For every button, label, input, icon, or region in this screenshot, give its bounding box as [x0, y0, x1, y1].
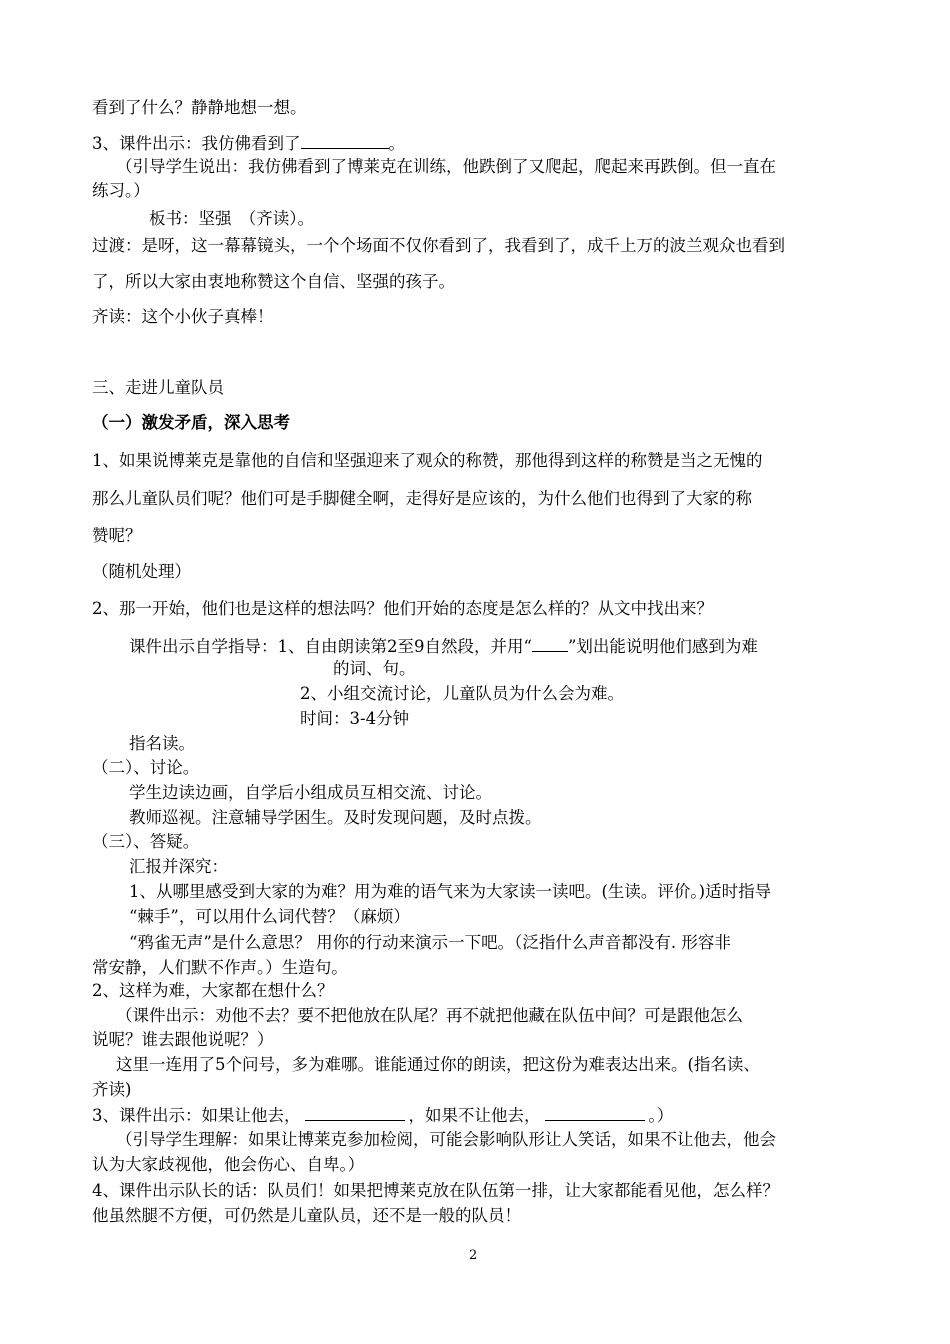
text-line: 齐读：这个小伙子真棒！ [92, 307, 274, 326]
text-line: 说呢？谁去跟他说呢？） [92, 1030, 274, 1049]
section-heading: 三、走进儿童队员 [92, 378, 224, 397]
text-line: “鸦雀无声”是什么意思？ 用你的行动来演示一下吧。（泛指什么声音都没有. 形容非 [129, 933, 731, 952]
text-line: 2、这样为难，大家都在想什么？ [92, 981, 334, 1000]
text-segment: 。 [388, 134, 405, 153]
text-line: 指名读。 [129, 734, 195, 753]
text-line [92, 1105, 673, 1126]
page-number: 2 [469, 1248, 478, 1263]
text-line: 板书：坚强 （齐读）。 [149, 209, 314, 228]
blank-underline [545, 1105, 645, 1121]
text-line: （二）、讨论。 [92, 758, 200, 777]
text-segment: ，如果不让他去， [408, 1106, 541, 1125]
text-line: 那么儿童队员们呢？他们可是手脚健全啊，走得好是应该的，为什么他们也得到了大家的称 [92, 489, 752, 508]
text-line: 练习。） [92, 181, 150, 200]
text-line: 看到了什么？静静地想一想。 [92, 98, 307, 117]
blank-underline [301, 133, 389, 149]
text-line [92, 133, 405, 154]
text-segment: 课件出示自学指导：1、自由朗读第2至9自然段，并用“ [129, 637, 532, 656]
text-line: 时间：3-4分钟 [300, 709, 410, 728]
text-line: 的词、句。 [333, 659, 416, 678]
text-segment: 3、课件出示：如果让他去， [92, 1106, 301, 1125]
text-line: 2、小组交流讨论，儿童队员为什么会为难。 [300, 684, 624, 703]
text-line: 1、如果说博莱克是靠他的自信和坚强迎来了观众的称赞，那他得到这样的称赞是当之无愧的 [92, 451, 763, 470]
text-line: （课件出示：劝他不去？要不把他放在队尾？再不就把他藏在队伍中间？可是跟他怎么 [116, 1006, 743, 1025]
text-line: 过渡：是呀，这一幕幕镜头，一个个场面不仅你看到了，我看到了，成千上万的波兰观众也看到 [92, 236, 785, 255]
text-line: （引导学生说出：我仿佛看到了博莱克在训练，他跌倒了又爬起，爬起来再跌倒。但一直在 [116, 157, 776, 176]
text-line: 1、从哪里感受到大家的为难？用为难的语气来为大家读一读吧。(生读。评价。)适时指导 [129, 882, 772, 901]
blank-underline [532, 636, 568, 652]
text-line: （引导学生理解：如果让博莱克参加检阅，可能会影响队形让人笑话，如果不让他去，他会 [116, 1130, 776, 1149]
text-segment: ”划出能说明他们感到为难 [567, 637, 758, 656]
text-line: 这里一连用了5个问号，多为难哪。谁能通过你的朗读，把这份为难表达出来。(指名读、 [116, 1055, 760, 1074]
text-line: 教师巡视。注意辅导学困生。及时发现问题，及时点拨。 [129, 808, 542, 827]
text-line: 汇报并深究： [129, 857, 228, 876]
text-line: 常安静，人们默不作声。）生造句。 [92, 958, 348, 977]
text-line: 认为大家歧视他，他会伤心、自卑。） [92, 1155, 365, 1174]
text-line: 4、课件出示队长的话：队员们！如果把博莱克放在队伍第一排，让大家都能看见他，怎么样？ [92, 1181, 779, 1200]
text-line [129, 636, 758, 657]
text-segment: 3、课件出示：我仿佛看到了 [92, 134, 301, 153]
text-line: 他虽然腿不方便，可仍然是儿童队员，还不是一般的队员！ [92, 1206, 521, 1225]
text-line: 赞呢？ [92, 526, 142, 545]
text-line: 学生边读边画，自学后小组成员互相交流、讨论。 [129, 783, 492, 802]
subsection-heading: （一）激发矛盾，深入思考 [92, 413, 290, 432]
blank-underline [305, 1105, 405, 1121]
text-line: 2、那一开始，他们也是这样的想法吗？他们开始的态度是怎么样的？从文中找出来？ [92, 599, 713, 618]
text-line: “棘手”，可以用什么词代替？（麻烦） [129, 907, 410, 926]
text-line: （随机处理） [92, 562, 191, 581]
text-line: 齐读) [92, 1080, 132, 1099]
text-segment: 。） [648, 1106, 674, 1125]
text-line: 了，所以大家由衷地称赞这个自信、坚强的孩子。 [92, 272, 455, 291]
text-line: （三）、答疑。 [92, 832, 200, 851]
